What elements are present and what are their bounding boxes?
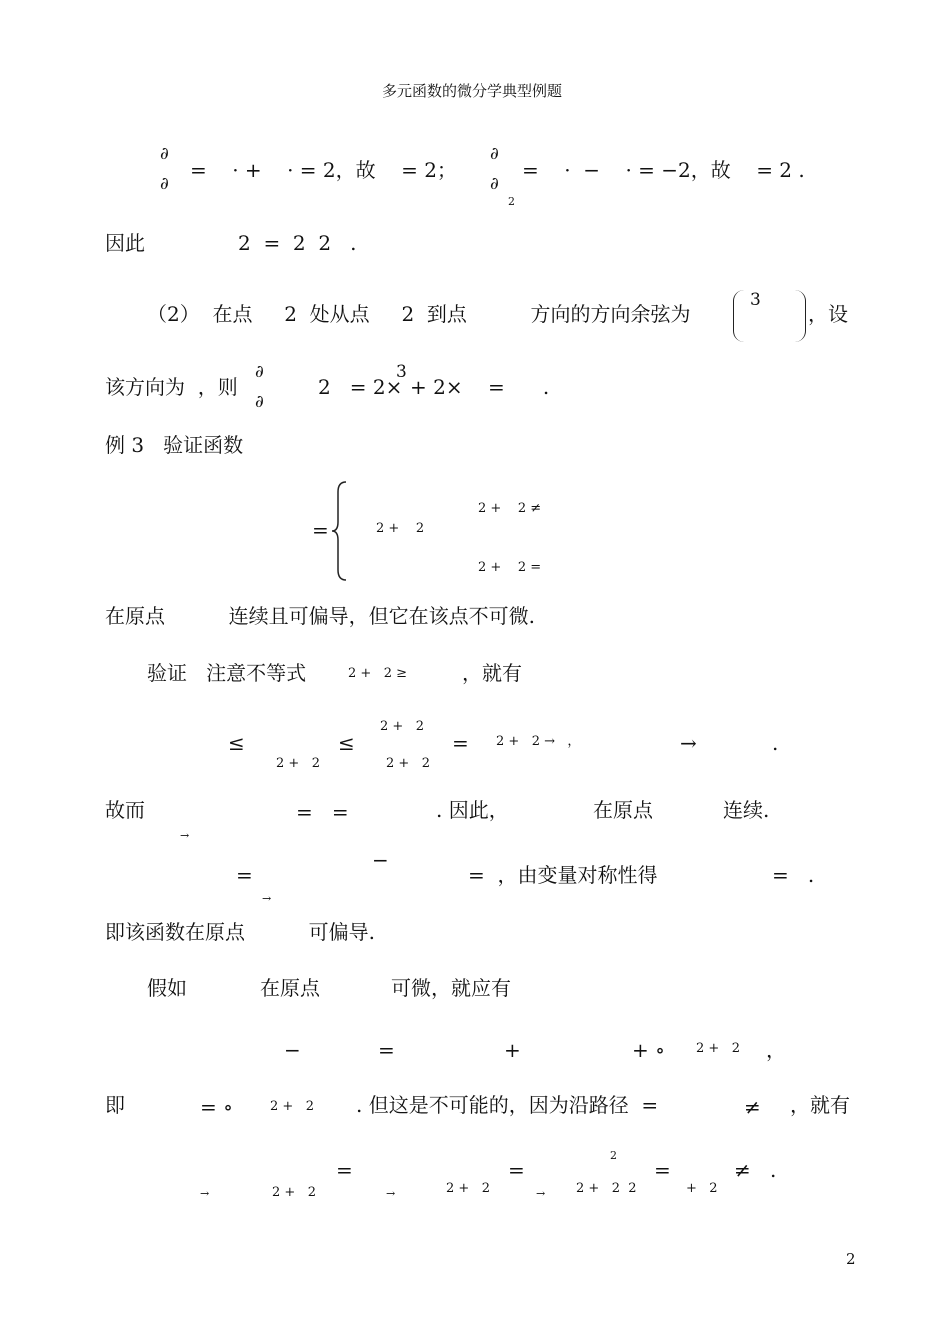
math-arrow: →	[680, 731, 697, 755]
math-text: ≠	[744, 1095, 761, 1119]
frac-den: 2 + 2	[276, 756, 320, 771]
frac-den: + 2	[686, 1181, 718, 1196]
math-text: ，	[766, 1038, 786, 1062]
body-text: ，设	[808, 302, 848, 326]
body-text: = ，由变量对称性得	[468, 863, 658, 887]
math-eq: =	[452, 731, 469, 755]
math-text: 2 + 2	[270, 1099, 314, 1114]
body-text: 验证 注意不等式	[147, 661, 307, 685]
math-text: = .	[772, 863, 815, 887]
left-brace	[330, 480, 350, 582]
math-text: 2 + 2	[696, 1041, 740, 1056]
body-text: . 因此，	[436, 798, 509, 822]
math-neq: ≠	[734, 1158, 751, 1182]
body-text: 在原点	[593, 798, 653, 822]
math-eq: =	[654, 1158, 671, 1182]
math-eq: =	[508, 1158, 525, 1182]
body-text: 即	[105, 1093, 125, 1117]
eq-text: = · + · = 2，故 = 2；	[190, 158, 457, 182]
math-eq: =	[236, 863, 253, 887]
math-text: 2 + 2 ≥	[348, 666, 407, 681]
limit-sub: →	[536, 1187, 546, 1200]
example-title: 例 3 验证函数	[105, 433, 244, 457]
frac-num: 2 + 2	[380, 719, 424, 734]
limit-sub: →	[180, 829, 190, 842]
body-text: ，就有	[790, 1093, 850, 1117]
eq-text: = · − · = −2，故 = 2 .	[522, 158, 805, 182]
body-text: 在原点 连续且可偏导，但它在该点不可微.	[105, 604, 535, 628]
math-dot: .	[770, 1158, 777, 1182]
pw-bot: 2 + 2 =	[478, 560, 542, 575]
math-text: +	[504, 1038, 521, 1062]
limit-sub: →	[386, 1187, 396, 1200]
frac-den: 2 + 2	[446, 1181, 490, 1196]
limit-sub: →	[200, 1187, 210, 1200]
math-dot: .	[772, 731, 779, 755]
body-text: 该方向为 ，则	[105, 375, 238, 399]
body-text: （2） 在点 2 处从点 2 到点 方向的方向余弦为	[147, 302, 691, 326]
math-le: ≤	[228, 731, 245, 755]
body-text: 假如	[147, 976, 187, 1000]
right-paren	[795, 290, 806, 342]
pw-eq: =	[312, 518, 329, 542]
math-le: ≤	[338, 731, 355, 755]
frac-den: 2 + 2	[272, 1185, 316, 1200]
body-text: 在原点	[260, 976, 320, 1000]
math-minus: −	[372, 848, 389, 872]
subscript: 2	[508, 195, 515, 208]
superscript: 2	[610, 1149, 617, 1162]
math-text: =	[378, 1038, 395, 1062]
math-text: = =	[296, 800, 349, 824]
partial-den: ∂	[255, 392, 264, 412]
body-text: 即该函数在原点 可偏导.	[105, 920, 375, 944]
math-text: 2 + 2 → ，	[496, 734, 581, 749]
left-paren	[733, 290, 744, 342]
pw-mid: 2 + 2	[376, 521, 425, 536]
partial-den: ∂	[490, 174, 499, 194]
frac-den: 2 + 2 2	[576, 1181, 637, 1196]
body-text: 连续.	[723, 798, 770, 822]
math-text: = ∘	[200, 1095, 233, 1119]
body-text: . 但这是不可能的，因为沿路径 =	[356, 1093, 659, 1117]
partial-num: ∂	[490, 144, 499, 164]
math-text: + 2× = .	[410, 375, 550, 399]
body-text: 故而	[105, 798, 145, 822]
partial-num: ∂	[255, 362, 264, 382]
frac-num: 3	[750, 290, 761, 310]
page-number: 2	[846, 1250, 856, 1268]
frac-den: 2 + 2	[386, 756, 430, 771]
math-text: 2 = 2×	[318, 375, 403, 399]
limit-sub: →	[262, 892, 272, 905]
page-header: 多元函数的微分学典型例题	[382, 82, 563, 100]
math-text: 2 = 2 2 .	[238, 231, 357, 255]
math-text: −	[284, 1038, 301, 1062]
math-eq: =	[336, 1158, 353, 1182]
superscript: 3	[396, 362, 407, 382]
body-text: 可微，就应有	[391, 976, 511, 1000]
body-text: ，就有	[462, 661, 522, 685]
partial-den: ∂	[160, 174, 169, 194]
math-text: + ∘	[632, 1038, 665, 1062]
partial-num: ∂	[160, 144, 169, 164]
pw-top: 2 + 2 ≠	[478, 501, 542, 516]
body-text: 因此	[105, 231, 145, 255]
